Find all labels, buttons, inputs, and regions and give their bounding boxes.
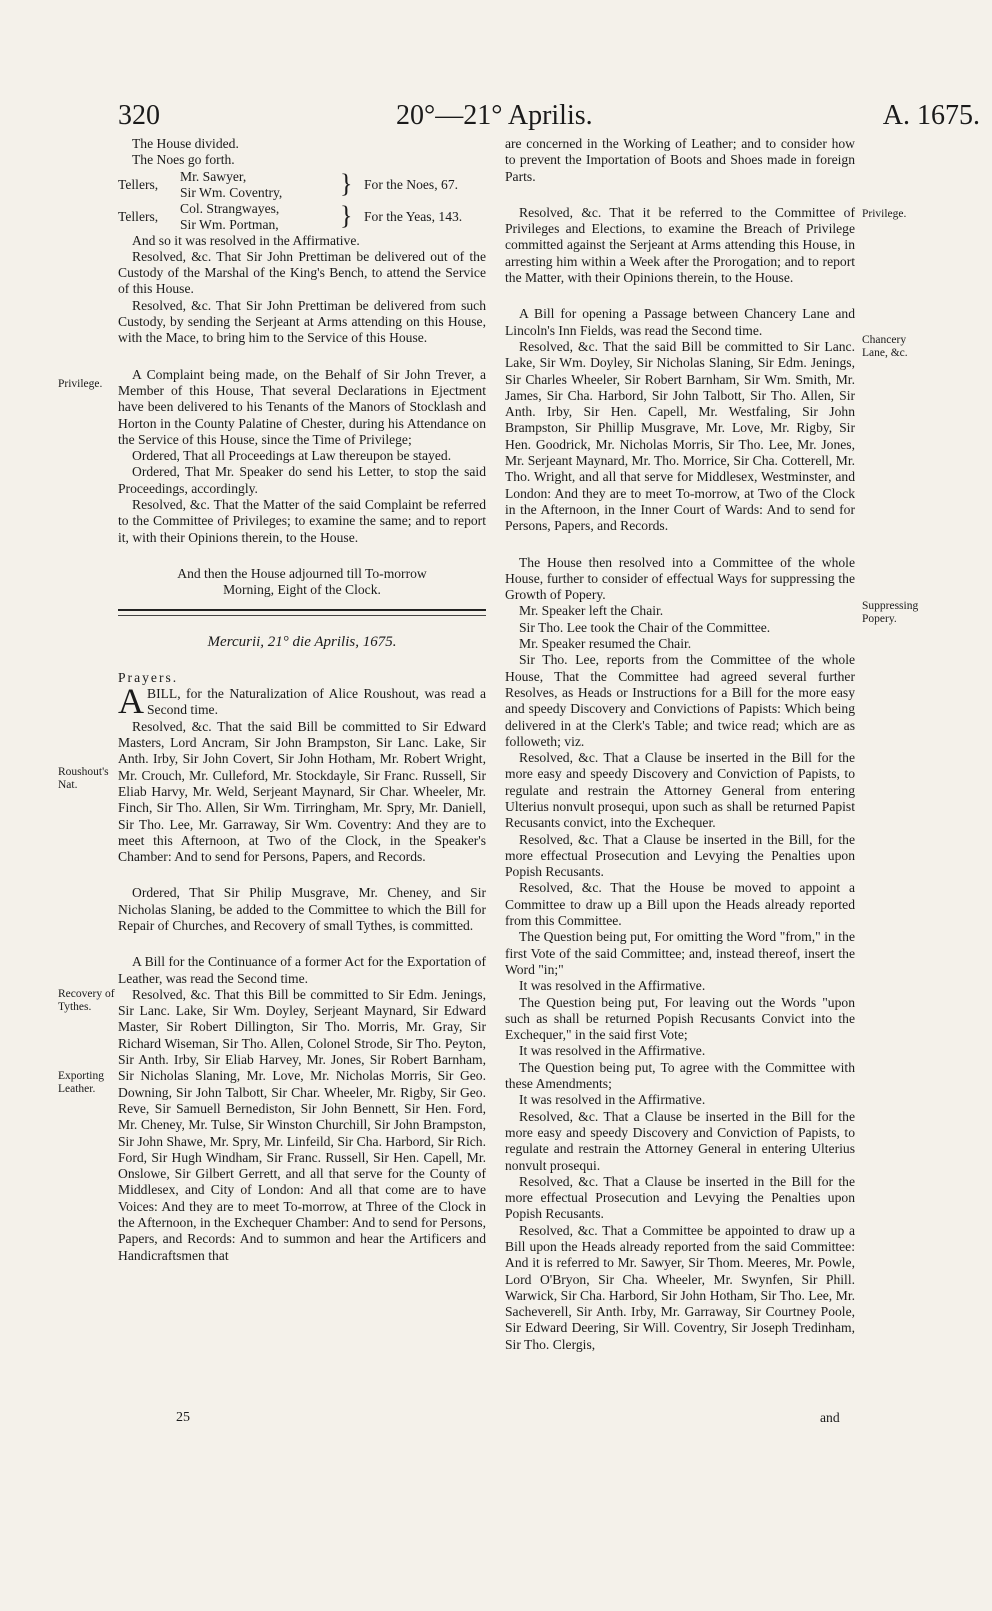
paragraph: Resolved, &c. That the said Bill be committed to Sir Edward Masters, Lord Ancram, Sir John Brampston, Sir Lanc. Lake, Sir Anth. Irby, Sir John Covert, Sir John Hotham, Mr. Robert Wright, Mr. Crouch, Mr. Culleford, Mr. Stockdayle, Sir Franc. Russell, Sir Eliab Harvy, Mr. Weld, Serjeant Maynard, Sir Char. Wheeler, Mr. Finch, Sir Tho. Allen, Sir Wm. Tirringham, Mr. Spry, Mr. Daniell, Sir Tho. Lee, Mr. Garraway, Sir Wm. Coventry: And they are to meet this Afternoon, at Two of the Clock, in the Speaker's Chamber: And to send for Persons, Papers, and Records. [118,718,486,865]
left-column [118,136,486,1264]
tellers-label: Tellers, [118,208,159,224]
year: A. 1675. [882,100,980,131]
margin-note-recovery: Recovery of Tythes. [58,988,115,1013]
margin-note-suppressing: Suppressing Popery. [862,600,919,625]
paragraph: And so it was resolved in the Affirmative. [132,232,360,248]
teller-name: Mr. Sawyer, [180,168,247,184]
tellers-label: Tellers, [118,176,159,192]
paragraph: Resolved, &c. That the House be moved to appoint a Committee to draw up a Bill upon the Heads already reported from this Committee. [505,880,855,929]
paragraph: Resolved, &c. That this Bill be committed to Sir Edm. Jenings, Sir Lanc. Lake, Sir Wm. Doyley, Serjeant Maynard, Sir Edward Master, Sir Robert Dillington, Sir Tho. Morris, Mr. Gray, Sir Richard Wiseman, Sir Tho. Allen, Colonel Strode, Sir Tho. Peyton, Sir Anth. Irby, Sir Eliab Harvey, Mr. Jones, Sir Robert Barnham, Sir Nicholas Slaning, Mr. Love, Mr. Nicholas Morris, Sir Geo. Downing, Sir John Talbott, Sir Char. Wheeler, Mr. Rigby, Sir Geo. Reve, Sir Samuell Bernediston, Sir John Bennett, Sir Hen. Ford, Mr. Cheney, Mr. Tulse, Sir Winston Churchill, Sir John Brampston, Sir John Shawe, Mr. Spry, Mr. Linfeild, Sir Cha. Harbord, Sir Rich. Ford, Sir Hugh Windham, Sir Franc. Russell, Sir Hen. Capell, Mr. Onslowe, Sir Gilbert Gerrett, and all that serve for the County of Middlesex, and City of London: And all that come are to have Voices: And they are to meet To-morrow, at Three of the Clock in the Afternoon, in the Exchequer Chamber: And to send for Persons, Papers, and Records: And to summon and hear the Artificers and Handicraftsmen that [118,986,486,1263]
margin-note-privilege: Privilege. [58,378,103,390]
page-number: 320 [118,100,160,131]
margin-note-roushout: Roushout's Nat. [58,766,109,791]
day-heading: Mercurii, 21° die Aprilis, 1675. [207,633,397,650]
paragraph: Resolved, &c. That a Clause be inserted in the Bill for the more easy and speedy Discovery and Conviction of Papists, to regulate and restrain the Attorney General from entering Ulterius nonvult prosequi, upon such as shall be returned Papist Recusants convict, into the Exchequer. [505,750,855,831]
paragraph: Resolved, &c. That Sir John Prettiman be delivered out of the Custody of the Marshal of the King's Bench, to attend the Service of this House. [118,248,486,297]
adjournment: And then the House adjourned till To-morrow [177,565,427,581]
paragraph: The Noes go forth. [132,152,235,168]
paragraph: It was resolved in the Affirmative. [519,978,706,994]
paragraph: A Bill for opening a Passage between Chancery Lane and Lincoln's Inn Fields, was read the Second time. [505,306,855,338]
margin-note-exporting: Exporting Leather. [58,1070,104,1095]
paragraph: Ordered, That Sir Philip Musgrave, Mr. Cheney, and Sir Nicholas Slaning, be added to the Committee to which the Bill for Repair of Churches, and Recovery of small Tythes, is committed. [118,885,486,933]
paragraph: Resolved, &c. That the said Bill be committed to Sir Lanc. Lake, Sir Wm. Doyley, Sir Nicholas Slaning, Sir Edm. Jenings, Sir Charles Wheeler, Sir Robert Barnham, Sir Wm. Smith, Mr. James, Sir Cha. Harbord, Sir John Talbott, Sir Tho. Allen, Sir Anth. Irby, Sir Hen. Capell, Mr. Westfaling, Sir John Brampston, Sir Phillip Musgrave, Mr. Love, Mr. Rigby, Sir Hen. Goodrick, Mr. Nicholas Morris, Sir Tho. Lee, Mr. Jones, Mr. Serjeant Maynard, Mr. Tho. Morrice, Sir Cha. Cotterell, Mr. Tho. Wright, and all that serve for Middlesex, Westminster, and London: And they are to meet To-morrow, at Two of the Clock in the Afternoon, in the Inner Court of Wards: And to send for Persons, Papers, and Records. [505,338,855,534]
prayers: Prayers. [118,669,179,685]
paragraph: Resolved, &c. That a Clause be inserted in the Bill for the more effectual Prosecution and Levying the Penalties upon Popish Recusants. [505,1173,855,1222]
paragraph: Ordered, That Mr. Speaker do send his Letter, to stop the said Proceedings, accordingly. [118,464,486,496]
paragraph: are concerned in the Working of Leather; and to consider how to prevent the Importation of Boots and Shoes made in foreign Parts. [505,136,855,184]
margin-note-chancery: Chancery Lane, &c. [862,334,908,359]
paragraph: Resolved, &c. That a Clause be inserted in the Bill, for the more effectual Prosecution and Levying the Penalties upon Popish Recusants. [505,831,855,880]
paragraph: The Question being put, For omitting the Word "from," in the first Vote of the said Committee; and, instead thereof, insert the Word "in;" [505,929,855,977]
paragraph: Resolved, &c. That a Committee be appointed to draw up a Bill upon the Heads already reported from the said Committee: And it is referred to Mr. Sawyer, Sir Thom. Meeres, Mr. Powle, Lord O'Bryon, Sir Cha. Wheeler, Mr. Swynfen, Sir Phill. Warwick, Sir Cha. Harbord, Sir John Hotham, Sir Tho. Lee, Mr. Sacheverell, Sir Anth. Irby, Mr. Garraway, Sir Courtney Poole, Sir Edward Deering, Sir Will. Coventry, Sir Joseph Tredinham, Sir Tho. Clergis, [505,1222,855,1352]
tellers-yeas [118,201,486,233]
brace: } [340,168,353,198]
paragraph: Mr. Speaker left the Chair. [519,603,664,619]
paragraph: Resolved, &c. That Sir John Prettiman be delivered from such Custody, by sending the Serjeant at Arms attending on this House, with the Mace, to bring him to the Service of this House. [118,297,486,346]
teller-names [180,201,279,234]
paragraph: A Complaint being made, on the Behalf of Sir John Trever, a Member of this House, That several Declarations in Ejectment have been delivered to his Tenants of the Manors of Stocklash and Horton in the County Palatine of Chester, during his Attendance on the Service of this House, since the Time of Privilege; [118,366,486,447]
right-column [505,136,855,1353]
divider [118,615,486,616]
paragraph: The Question being put, For leaving out the Words "upon such as shall be returned Popish Recusants Convict into the Exchequer," in the said first Vote; [505,994,855,1043]
page-header [118,100,980,132]
teller-name: Sir Wm. Coventry, [180,184,283,200]
paragraph: It was resolved in the Affirmative. [519,1043,706,1059]
teller-name: Col. Strangwayes, [180,200,280,216]
paragraph: Sir Tho. Lee took the Chair of the Committee. [519,619,771,635]
paragraph [118,681,486,722]
teller-name: Sir Wm. Portman, [180,216,279,232]
brace: } [340,200,353,230]
date-range: 20°—21° Aprilis. [396,100,593,131]
margin-note-privilege-right: Privilege. [862,208,907,220]
paragraph: Ordered, That all Proceedings at Law thereupon be stayed. [132,448,452,464]
paragraph: Sir Tho. Lee, reports from the Committee of the whole House, That the Committee had agreed several further Resolves, as Heads or Instructions for a Bill for the more easy and speedy Discovery and Convictions of Papists: Which being delivered in at the Clerk's Table; and twice read; which are as followeth; viz. [505,652,855,749]
paragraph: Resolved, &c. That the Matter of the said Complaint be referred to the Committee of Privileges; to examine the same; and to report it, with their Opinions therein, to the House. [118,497,486,545]
tellers-noes [118,169,486,201]
signature-mark: 25 [176,1410,190,1425]
paragraph: The House then resolved into a Committee of the whole House, further to consider of effectual Ways for suppressing the Growth of Popery. [505,554,855,603]
paragraph: Resolved, &c. That it be referred to the Committee of Privileges and Elections, to examine the Breach of Privilege committed against the Serjeant at Arms attending this House, in arresting him within a Week after the Prorogation; and to report the Matter, with their Opinions therein, to the House. [505,204,855,286]
adjournment: Morning, Eight of the Clock. [223,582,381,598]
paragraph: The Question being put, To agree with the Committee with these Amendments; [505,1059,855,1092]
paragraph: A Bill for the Continuance of a former Act for the Exportation of Leather, was read the Second time. [118,954,486,986]
teller-result: For the Noes, 67. [364,176,459,192]
paragraph: Mr. Speaker resumed the Chair. [519,636,692,652]
paragraph: The House divided. [132,136,239,151]
teller-names [180,169,282,202]
paragraph-text: BILL, for the Naturalization of Alice Roushout, was read a Second time. [147,686,486,718]
paragraph: Resolved, &c. That a Clause be inserted in the Bill for the more easy and speedy Discovery and Conviction of Papists, to regulate and restrain the Attorney General in entering Ulterius nonvult prosequi. [505,1108,855,1173]
teller-result: For the Yeas, 143. [364,208,463,224]
paragraph: It was resolved in the Affirmative. [519,1092,706,1108]
catchword: and [820,1410,840,1425]
drop-cap: A [118,681,144,722]
divider [118,609,486,611]
